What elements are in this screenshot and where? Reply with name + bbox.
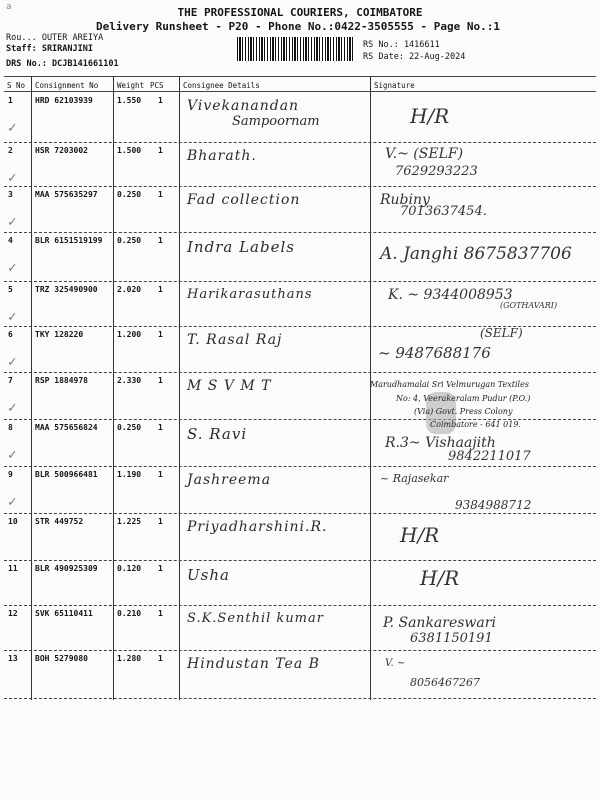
page-title: THE PROFESSIONAL COURIERS, COIMBATORE — [177, 6, 423, 19]
row-consignee: S. Ravi — [187, 425, 248, 443]
row-consignment-no: HSR 7203002 — [35, 146, 88, 155]
row-consignment-no: RSP 1884978 — [35, 376, 88, 385]
row-consignee: Priyadharshini.R. — [187, 519, 328, 535]
table-top-border — [4, 76, 596, 77]
row-sno: 3 — [8, 190, 13, 199]
row-consignee: S.K.Senthil kumar — [187, 611, 324, 626]
row-signature: R.3~ Vishaajith — [385, 435, 496, 451]
col-divider-weight — [179, 76, 180, 700]
row-signature: V.~ (SELF) — [385, 146, 464, 162]
row-pcs: 1 — [158, 564, 163, 573]
row-signature: A. Janghi 8675837706 — [380, 244, 572, 264]
row-consignee: Hindustan Tea B — [187, 656, 320, 672]
row-divider — [4, 142, 596, 143]
row-weight: 1.500 — [117, 146, 142, 155]
row-sno: 1 — [8, 96, 13, 105]
staff-label: Staff: SRIRANJINI — [6, 44, 93, 54]
row-weight: 1.280 — [117, 654, 142, 663]
check-mark-icon: ✓ — [8, 214, 17, 230]
stamp-line-1: Marudhamalai Sri Velmurugan Textiles — [370, 380, 529, 389]
row-consignment-no: BLR 6151519199 — [35, 236, 103, 245]
row-signature: K. ~ 9344008953 — [388, 287, 513, 303]
row-sno: 12 — [8, 609, 18, 618]
drs-number: DRS No.: DCJB141661101 — [6, 59, 119, 69]
row-divider — [4, 186, 596, 187]
row-pcs: 1 — [158, 376, 163, 385]
row-pcs: 1 — [158, 190, 163, 199]
col-header-consignee: Consignee Details — [183, 81, 260, 90]
row-consignee-line2: Sampoornam — [232, 114, 320, 129]
check-mark-icon: ✓ — [8, 309, 17, 325]
row-sno: 7 — [8, 376, 13, 385]
row-divider — [4, 605, 596, 606]
row-signature-line2: 6381150191 — [410, 631, 493, 646]
row-pcs: 1 — [158, 609, 163, 618]
row-consignee: Indra Labels — [187, 238, 295, 256]
row-signature-line2: 7013637454. — [400, 204, 487, 219]
col-header-consignment: Consignment No — [35, 81, 99, 90]
row-consignee: Usha — [187, 566, 230, 584]
row-signature-line2: 8056467267 — [410, 676, 480, 689]
check-mark-icon: ✓ — [8, 120, 17, 136]
row-consignee: Fad collection — [187, 192, 301, 208]
row-signature: ~ Rajasekar — [380, 472, 449, 485]
row-weight: 0.250 — [117, 423, 142, 432]
check-mark-icon: ✓ — [8, 260, 17, 276]
row-pcs: 1 — [158, 330, 163, 339]
row-signature: H/R — [420, 566, 460, 590]
row-weight: 1.200 — [117, 330, 142, 339]
row-consignee: Bharath. — [187, 148, 257, 164]
table-header-border — [4, 91, 596, 92]
row-sno: 10 — [8, 517, 18, 526]
row-sno: 13 — [8, 654, 18, 663]
stamp-line-3: (Via) Govt. Press Colony — [414, 407, 513, 416]
row-signature-line2: 9384988712 — [455, 498, 532, 512]
row-consignment-no: TRZ 325490900 — [35, 285, 98, 294]
check-mark-icon: ✓ — [8, 447, 17, 463]
rs-date: RS Date: 22-Aug-2024 — [363, 52, 466, 62]
row-consignment-no: STR 449752 — [35, 517, 84, 526]
row-sno: 9 — [8, 470, 13, 479]
row-weight: 0.250 — [117, 190, 142, 199]
row-consignment-no: BOH 5279080 — [35, 654, 88, 663]
row-signature: P. Sankareswari — [383, 615, 496, 631]
row-consignee: Jashreema — [187, 472, 272, 488]
row-divider — [4, 650, 596, 651]
row-divider — [4, 560, 596, 561]
row-sno: 2 — [8, 146, 13, 155]
row-signature-line2: (GOTHAVARI) — [500, 301, 558, 310]
row-pcs: 1 — [158, 517, 163, 526]
row-signature-line2: 9842211017 — [448, 449, 531, 464]
row-signature: H/R — [400, 523, 440, 547]
col-header-pcs: PCS — [150, 81, 164, 90]
check-mark-icon: ✓ — [8, 354, 17, 370]
row-consignment-no: MAA 575656824 — [35, 423, 98, 432]
check-mark-icon: ✓ — [8, 400, 17, 416]
row-consignment-no: BLR 490925309 — [35, 564, 98, 573]
col-header-weight: Weight — [117, 81, 145, 90]
row-divider — [4, 232, 596, 233]
row-weight: 0.210 — [117, 609, 142, 618]
stamp-line-4: Coimbatore - 641 019. — [430, 420, 521, 429]
row-weight: 1.190 — [117, 470, 142, 479]
row-pcs: 1 — [158, 470, 163, 479]
company-stamp — [370, 380, 550, 462]
row-weight: 1.225 — [117, 517, 142, 526]
row-consignee: Harikarasuthans — [187, 287, 313, 302]
row-consignee: Vivekanandan — [187, 98, 300, 114]
row-weight: 0.120 — [117, 564, 142, 573]
row-consignee: M S V M T — [187, 378, 272, 394]
check-mark-icon: ✓ — [8, 494, 17, 510]
row-signature: Rubiny — [380, 192, 430, 208]
row-divider — [4, 513, 596, 514]
barcode — [237, 37, 354, 61]
row-sno: 5 — [8, 285, 13, 294]
row-sno: 6 — [8, 330, 13, 339]
row-signature-line2: (SELF) — [480, 326, 523, 340]
row-weight: 2.330 — [117, 376, 142, 385]
row-consignee: T. Rasal Raj — [187, 332, 283, 348]
row-pcs: 1 — [158, 236, 163, 245]
row-consignment-no: BLR 500966481 — [35, 470, 98, 479]
row-consignment-no: MAA 575635297 — [35, 190, 98, 199]
row-divider — [4, 466, 596, 467]
row-consignment-no: TKY 128220 — [35, 330, 84, 339]
row-sno: 8 — [8, 423, 13, 432]
col-divider-consignment — [113, 76, 114, 700]
row-weight: 2.020 — [117, 285, 142, 294]
col-divider-sno — [31, 76, 32, 700]
stamp-line-2: No: 4, Veerakeralam Pudur (P.O.) — [396, 394, 531, 403]
rs-number: RS No.: 1416611 — [363, 40, 440, 50]
page-mark: a — [6, 2, 12, 12]
row-signature: H/R — [410, 104, 450, 128]
route-label: Rou... OUTER AREIYA — [6, 33, 104, 43]
col-header-sno: S No — [7, 81, 26, 90]
row-pcs: 1 — [158, 285, 163, 294]
row-divider — [4, 698, 596, 699]
row-pcs: 1 — [158, 654, 163, 663]
row-consignment-no: HRD 62103939 — [35, 96, 93, 105]
row-weight: 0.250 — [117, 236, 142, 245]
row-sno: 4 — [8, 236, 13, 245]
row-sno: 11 — [8, 564, 18, 573]
col-header-signature: Signature — [374, 81, 415, 90]
row-pcs: 1 — [158, 96, 163, 105]
row-pcs: 1 — [158, 146, 163, 155]
row-signature: ~ 9487688176 — [378, 344, 491, 362]
row-divider — [4, 281, 596, 282]
page-subtitle: Delivery Runsheet - P20 - Phone No.:0422-3505555 - Page No.:1 — [96, 20, 500, 33]
row-consignment-no: SVK 65110411 — [35, 609, 93, 618]
row-pcs: 1 — [158, 423, 163, 432]
row-signature: V. ~ — [385, 658, 406, 669]
row-signature-line2: 7629293223 — [395, 164, 478, 179]
row-weight: 1.550 — [117, 96, 142, 105]
check-mark-icon: ✓ — [8, 170, 17, 186]
row-divider — [4, 372, 596, 373]
